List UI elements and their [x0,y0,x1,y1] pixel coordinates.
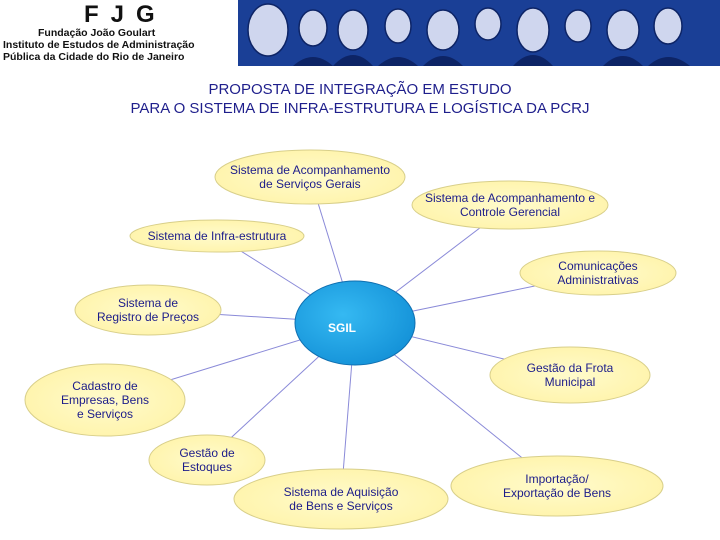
node-label-line: Administrativas [557,273,639,287]
node-label-line: Gestão de [179,446,235,460]
node-label-line: Empresas, Bens [60,393,150,407]
node-label-registro-precos [97,296,199,324]
node-label-gestao-frota [527,361,614,389]
node-label-comunicacoes-administrativas [557,259,638,287]
node-label-line: Exportação de Bens [502,486,612,500]
node-label-line: Importação/ [525,472,589,486]
node-label-line: Registro de Preços [96,310,200,324]
node-label-line: Sistema de Infra-estrutura [147,229,287,243]
org-line-1: Fundação João Goulart [38,27,156,39]
node-label-line: Cadastro de [72,379,138,393]
node-label-line: Sistema de [117,296,179,310]
node-label-line: Sistema de Aquisição [283,485,399,499]
node-label-line: Estoques [181,460,233,474]
node-label-line: de Serviços Gerais [259,177,361,191]
node-label-gestao-estoques [179,446,234,474]
node-label-line: Comunicações [558,259,638,273]
org-line-2: Instituto de Estudos de Administração [3,39,195,51]
logo-mark: FJG [84,1,167,28]
node-label-line: Gestão da Frota [526,361,614,375]
title-line-1: PROPOSTA DE INTEGRAÇÃO EM ESTUDO [208,81,512,98]
node-label-cadastro-empresas [61,379,149,421]
center-label-sgil: SGIL [327,321,357,335]
node-label-aquisicao-bens-servicos [284,485,399,513]
node-label-line: Controle Gerencial [459,205,561,219]
node-label-acompanhamento-controle-gerencial [425,191,595,219]
node-label-line: Sistema de Acompanhamento e [424,191,596,205]
node-label-line: de Bens e Serviços [289,499,393,513]
title-line-2: PARA O SISTEMA DE INFRA-ESTRUTURA E LOGÍSTICA DA PCRJ [130,100,590,117]
node-label-importacao-exportacao [503,472,611,500]
node-label-infra-estrutura [148,229,287,243]
node-label-line: e Serviços [76,407,134,421]
node-label-line: Sistema de Acompanhamento [229,163,391,177]
org-line-3: Pública da Cidade do Rio de Janeiro [3,51,185,63]
node-label-acompanhamento-servicos-gerais [230,163,390,191]
node-label-line: Municipal [544,375,596,389]
